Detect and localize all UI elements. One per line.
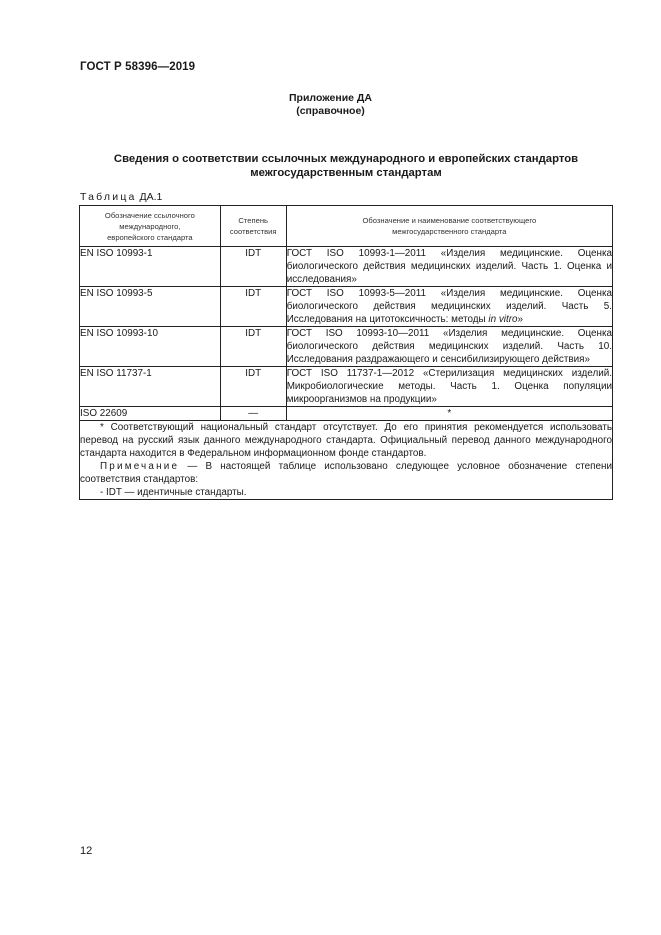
section-title-line2: межгосударственным стандартам: [250, 167, 442, 179]
notes-cell: [80, 421, 613, 500]
reference-cell: EN ISO 10993-10: [80, 327, 221, 367]
annex-heading: [0, 92, 661, 118]
reference-cell: ISO 22609: [80, 407, 221, 421]
italic-term: in vitro: [488, 314, 518, 325]
table-row: [80, 407, 613, 421]
degree-cell: IDT: [220, 247, 286, 287]
header-degree: Степень соответствия: [220, 206, 286, 247]
description-cell: ГОСТ ISO 10993-5—2011 «Изделия медицинские. Оценка биологического действия медицинских изделий. Часть 5. Исследования на цитотоксичность: методы in vitro»: [286, 288, 612, 325]
table-row: [80, 367, 613, 407]
document-code: ГОСТ Р 58396—2019: [80, 61, 196, 73]
annex-subtitle: (справочное): [296, 105, 365, 117]
description-cell: *: [286, 407, 612, 421]
reference-cell: EN ISO 10993-1: [80, 247, 221, 287]
legend-item: - IDT — идентичные стандарты.: [100, 487, 247, 498]
table-caption-number: ДА.1: [139, 191, 163, 203]
table-caption-label: Таблица: [80, 191, 137, 203]
table-header-row: [80, 206, 613, 247]
degree-cell: IDT: [220, 367, 286, 407]
reference-cell: EN ISO 10993-5: [80, 287, 221, 327]
note-label: Примечание: [100, 461, 180, 472]
table-row: [80, 287, 613, 327]
reference-cell: EN ISO 11737-1: [80, 367, 221, 407]
note: [80, 460, 612, 486]
footnote: * Соответствующий национальный стандарт отсутствует. До его принятия рекомендуется использовать перевод на русский язык данного международного стандарта. Официальный перевод данного международного стандарта находится в Федеральном информационном фонде стандартов.: [80, 422, 612, 459]
section-title: [80, 152, 612, 180]
header-interstate-standard: Обозначение и наименование соответствующего межгосударственного стандарта: [286, 206, 612, 247]
description-cell: ГОСТ ISO 11737-1—2012 «Стерилизация медицинских изделий. Микробиологические методы. Часть 1. Оценка популяции микроорганизмов на продукции»: [286, 368, 612, 405]
table-notes-row: [80, 421, 613, 500]
table-caption: [80, 191, 162, 203]
annex-title: Приложение ДА: [289, 92, 372, 104]
section-title-line1: Сведения о соответствии ссылочных международного и европейских стандартов: [113, 153, 579, 165]
degree-cell: IDT: [220, 327, 286, 367]
table-row: [80, 247, 613, 287]
note-text: — В настоящей таблице использовано следующее условное обозначение степени соответствия стандартов:: [80, 461, 612, 485]
header-reference-standard: Обозначение ссылочного международного, европейского стандарта: [80, 206, 221, 247]
description-cell: ГОСТ ISO 10993-10—2011 «Изделия медицинские. Оценка биологического действия медицинских изделий. Часть 10. Исследования раздражающего и сенсибилизирующего действия»: [286, 328, 612, 365]
description-cell: ГОСТ ISO 10993-1—2011 «Изделия медицинские. Оценка биологического действия медицинских изделий. Часть 1. Оценка и исследования»: [286, 248, 612, 285]
page-number: 12: [80, 845, 93, 857]
correspondence-table: [79, 205, 613, 500]
degree-cell: IDT: [220, 287, 286, 327]
table-row: [80, 327, 613, 367]
degree-cell: —: [220, 407, 286, 421]
